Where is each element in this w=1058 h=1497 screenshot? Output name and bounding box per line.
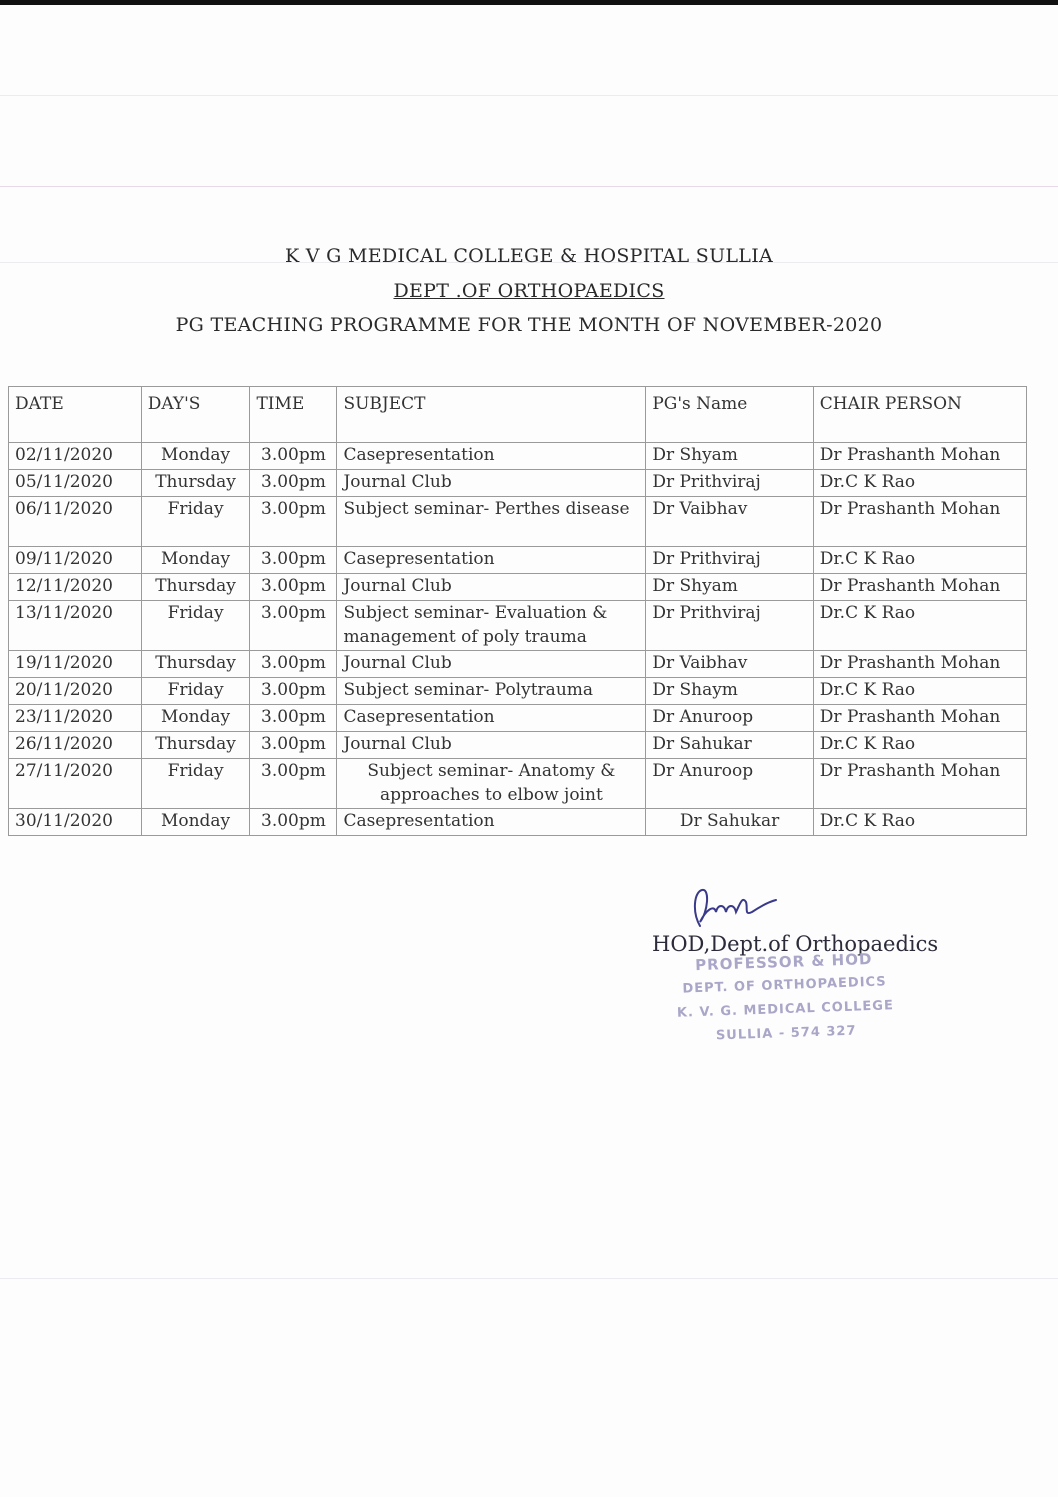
cell-pg-name: Dr Anuroop bbox=[646, 759, 813, 809]
cell-date: 19/11/2020 bbox=[9, 651, 142, 678]
cell-pg-name: Dr Sahukar bbox=[646, 732, 813, 759]
cell-chair-person: Dr Prashanth Mohan bbox=[813, 443, 1026, 470]
cell-subject: Journal Club bbox=[337, 574, 646, 601]
programme-title: PG TEACHING PROGRAMME FOR THE MONTH OF NOVEMBER-2020 bbox=[175, 314, 883, 336]
cell-chair-person: Dr Prashanth Mohan bbox=[813, 705, 1026, 732]
table-row bbox=[9, 759, 1027, 809]
table-row bbox=[9, 678, 1027, 705]
cell-subject: Subject seminar- Anatomy & approaches to elbow joint bbox=[337, 759, 646, 809]
column-header-pg-name: PG's Name bbox=[646, 387, 813, 443]
cell-pg-name: Dr Prithviraj bbox=[646, 547, 813, 574]
cell-day: Thursday bbox=[141, 470, 250, 497]
cell-date: 02/11/2020 bbox=[9, 443, 142, 470]
cell-subject: Casepresentation bbox=[337, 809, 646, 836]
cell-time: 3.00pm bbox=[250, 809, 337, 836]
cell-date: 05/11/2020 bbox=[9, 470, 142, 497]
scan-artifact-line bbox=[0, 95, 1058, 96]
cell-date: 26/11/2020 bbox=[9, 732, 142, 759]
cell-chair-person: Dr.C K Rao bbox=[813, 601, 1026, 651]
cell-subject: Subject seminar- Polytrauma bbox=[337, 678, 646, 705]
table-row bbox=[9, 651, 1027, 678]
cell-subject: Journal Club bbox=[337, 732, 646, 759]
cell-day: Friday bbox=[141, 759, 250, 809]
cell-pg-name: Dr Shyam bbox=[646, 574, 813, 601]
cell-chair-person: Dr Prashanth Mohan bbox=[813, 651, 1026, 678]
cell-date: 27/11/2020 bbox=[9, 759, 142, 809]
cell-time: 3.00pm bbox=[250, 678, 337, 705]
cell-pg-name: Dr Shyam bbox=[646, 443, 813, 470]
cell-chair-person: Dr Prashanth Mohan bbox=[813, 759, 1026, 809]
stamp-line: PROFESSOR & HOD bbox=[694, 949, 873, 975]
cell-pg-name: Dr Prithviraj bbox=[646, 601, 813, 651]
cell-time: 3.00pm bbox=[250, 470, 337, 497]
college-title: K V G MEDICAL COLLEGE & HOSPITAL SULLIA bbox=[284, 245, 774, 267]
cell-date: 06/11/2020 bbox=[9, 497, 142, 547]
table-row bbox=[9, 497, 1027, 547]
cell-time: 3.00pm bbox=[250, 732, 337, 759]
cell-day: Monday bbox=[141, 443, 250, 470]
column-header-day: DAY'S bbox=[141, 387, 250, 443]
cell-date: 23/11/2020 bbox=[9, 705, 142, 732]
cell-date: 20/11/2020 bbox=[9, 678, 142, 705]
cell-day: Thursday bbox=[141, 574, 250, 601]
teaching-schedule-table bbox=[8, 386, 1027, 836]
stamp-line: DEPT. OF ORTHOPAEDICS bbox=[682, 974, 887, 997]
cell-time: 3.00pm bbox=[250, 759, 337, 809]
cell-time: 3.00pm bbox=[250, 574, 337, 601]
cell-subject: Casepresentation bbox=[337, 547, 646, 574]
cell-chair-person: Dr.C K Rao bbox=[813, 809, 1026, 836]
scan-top-edge bbox=[0, 0, 1058, 5]
cell-subject: Journal Club bbox=[337, 470, 646, 497]
cell-time: 3.00pm bbox=[250, 601, 337, 651]
column-header-date: DATE bbox=[9, 387, 142, 443]
cell-chair-person: Dr Prashanth Mohan bbox=[813, 497, 1026, 547]
department-stamp bbox=[658, 946, 911, 1051]
table-row bbox=[9, 601, 1027, 651]
cell-day: Monday bbox=[141, 809, 250, 836]
cell-chair-person: Dr.C K Rao bbox=[813, 678, 1026, 705]
cell-chair-person: Dr.C K Rao bbox=[813, 732, 1026, 759]
table-row bbox=[9, 809, 1027, 836]
cell-chair-person: Dr Prashanth Mohan bbox=[813, 574, 1026, 601]
cell-pg-name: Dr Shaym bbox=[646, 678, 813, 705]
cell-day: Friday bbox=[141, 601, 250, 651]
table-row bbox=[9, 443, 1027, 470]
hod-signature bbox=[686, 882, 806, 938]
cell-subject: Casepresentation bbox=[337, 443, 646, 470]
cell-date: 13/11/2020 bbox=[9, 601, 142, 651]
cell-day: Friday bbox=[141, 678, 250, 705]
table-row bbox=[9, 470, 1027, 497]
cell-day: Monday bbox=[141, 547, 250, 574]
cell-day: Monday bbox=[141, 705, 250, 732]
column-header-subject: SUBJECT bbox=[337, 387, 646, 443]
column-header-chair-person: CHAIR PERSON bbox=[813, 387, 1026, 443]
cell-pg-name: Dr Prithviraj bbox=[646, 470, 813, 497]
cell-date: 30/11/2020 bbox=[9, 809, 142, 836]
cell-chair-person: Dr.C K Rao bbox=[813, 547, 1026, 574]
cell-date: 12/11/2020 bbox=[9, 574, 142, 601]
cell-pg-name: Dr Vaibhav bbox=[646, 497, 813, 547]
cell-time: 3.00pm bbox=[250, 651, 337, 678]
scan-artifact-line bbox=[0, 1278, 1058, 1279]
cell-subject: Casepresentation bbox=[337, 705, 646, 732]
cell-subject: Subject seminar- Evaluation & management of poly trauma bbox=[337, 601, 646, 651]
cell-pg-name: Dr Vaibhav bbox=[646, 651, 813, 678]
table-row bbox=[9, 705, 1027, 732]
table-row bbox=[9, 547, 1027, 574]
cell-pg-name: Dr Sahukar bbox=[646, 809, 813, 836]
scan-artifact-line bbox=[0, 186, 1058, 187]
cell-subject: Journal Club bbox=[337, 651, 646, 678]
cell-chair-person: Dr.C K Rao bbox=[813, 470, 1026, 497]
cell-time: 3.00pm bbox=[250, 547, 337, 574]
cell-day: Friday bbox=[141, 497, 250, 547]
table-header-row bbox=[9, 387, 1027, 443]
table-row bbox=[9, 574, 1027, 601]
cell-pg-name: Dr Anuroop bbox=[646, 705, 813, 732]
stamp-line: SULLIA - 574 327 bbox=[715, 1023, 857, 1044]
cell-time: 3.00pm bbox=[250, 443, 337, 470]
cell-day: Thursday bbox=[141, 732, 250, 759]
table-row bbox=[9, 732, 1027, 759]
cell-day: Thursday bbox=[141, 651, 250, 678]
cell-time: 3.00pm bbox=[250, 497, 337, 547]
stamp-line: K. V. G. MEDICAL COLLEGE bbox=[676, 998, 895, 1021]
cell-subject: Subject seminar- Perthes disease bbox=[337, 497, 646, 547]
department-title: DEPT .OF ORTHOPAEDICS bbox=[393, 280, 665, 302]
cell-time: 3.00pm bbox=[250, 705, 337, 732]
hod-designation: HOD,Dept.of Orthopaedics bbox=[652, 932, 939, 956]
cell-date: 09/11/2020 bbox=[9, 547, 142, 574]
column-header-time: TIME bbox=[250, 387, 337, 443]
